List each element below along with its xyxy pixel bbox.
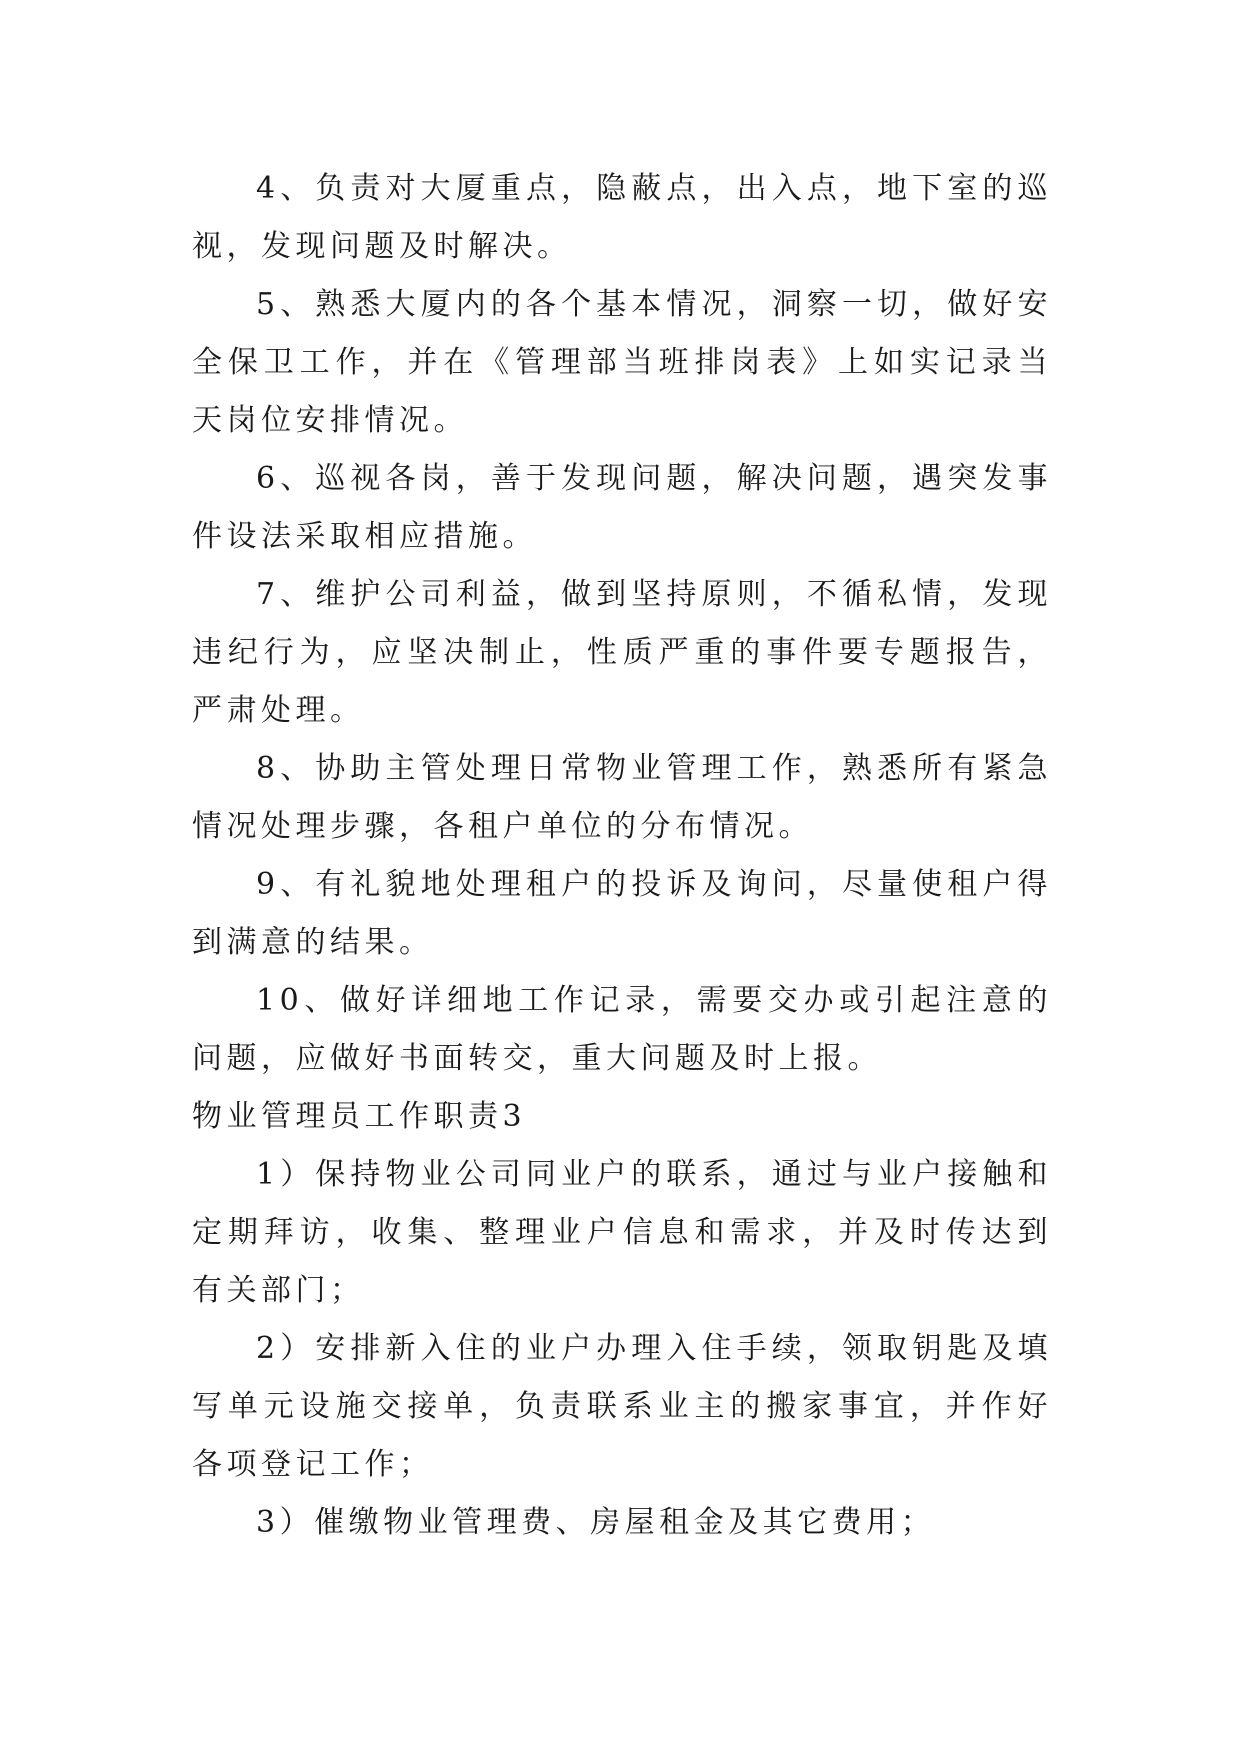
duty-item-3: 3）催缴物业管理费、房屋租金及其它费用； <box>256 1505 936 1540</box>
duty-item-4: 4、负责对大厦重点，隐蔽点，出入点，地下室的巡视，发现问题及时解决。 <box>192 171 1052 264</box>
duty-item-6: 6、巡视各岗，善于发现问题，解决问题，遇突发事件设法采取相应措施。 <box>192 461 1052 554</box>
duty-item-2: 2）安排新入住的业户办理入住手续，领取钥匙及填写单元设施交接单，负责联系业主的搬家事宜，并作好各项登记工作； <box>192 1331 1052 1482</box>
duty-item-9: 9、有礼貌地处理租户的投诉及询问，尽量使租户得到满意的结果。 <box>192 867 1052 960</box>
duty-item-5: 5、熟悉大厦内的各个基本情况，洞察一切，做好安全保卫工作，并在《管理部当班排岗表》上如实记录当天岗位安排情况。 <box>192 287 1052 438</box>
duty-item-8: 8、协助主管处理日常物业管理工作，熟悉所有紧急情况处理步骤，各租户单位的分布情况。 <box>192 751 1052 844</box>
duty-item-1: 1）保持物业公司同业户的联系，通过与业户接触和定期拜访，收集、整理业户信息和需求，并及时传达到有关部门； <box>192 1157 1052 1308</box>
section-heading: 物业管理员工作职责3 <box>192 1099 527 1134</box>
document-page <box>192 160 1052 1552</box>
duty-item-10: 10、做好详细地工作记录，需要交办或引起注意的问题，应做好书面转交，重大问题及时上报。 <box>192 983 1052 1076</box>
duty-item-7: 7、维护公司利益，做到坚持原则，不循私情，发现违纪行为，应坚决制止，性质严重的事件要专题报告，严肃处理。 <box>192 577 1052 728</box>
